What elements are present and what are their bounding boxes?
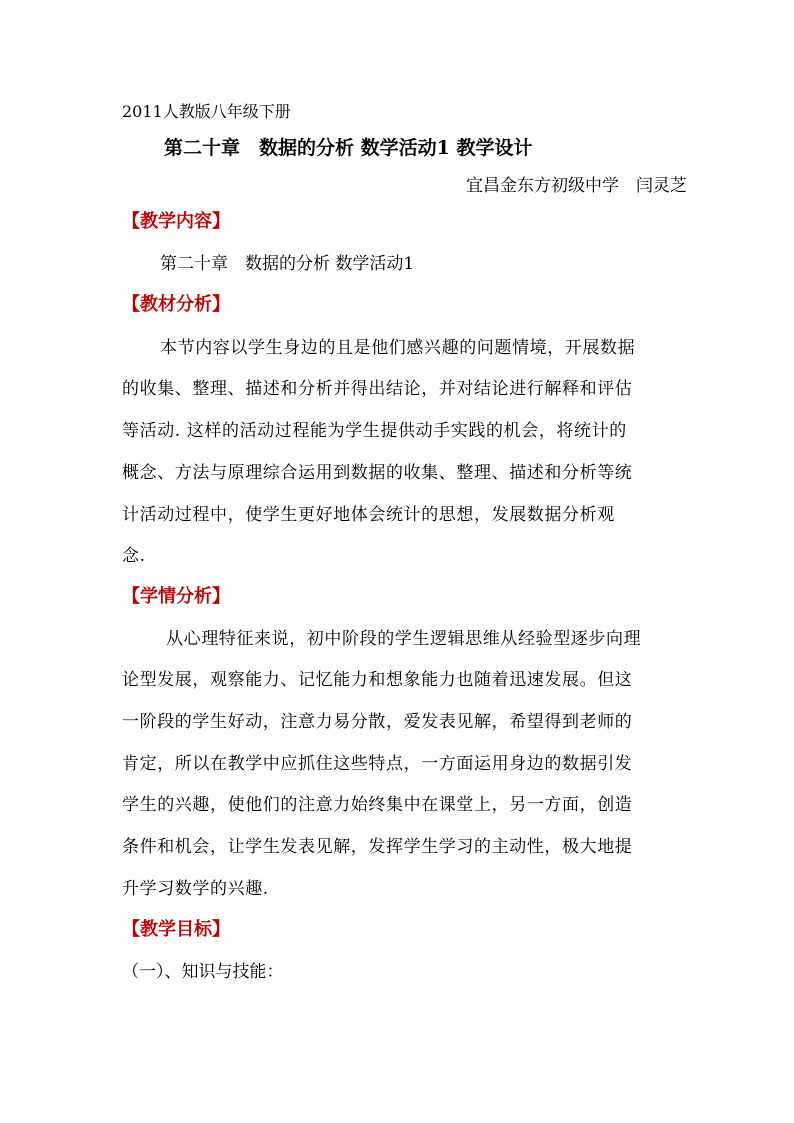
document-title: 第二十章 数据的分析 数学活动1 教学设计 [164,137,533,159]
section-heading-goals: 【教学目标】 [122,919,230,940]
material-line: 计活动过程中，使学生更好地体会统计的思想，发展数据分析观 [122,505,615,525]
students-line: 肯定，所以在教学中应抓住这些特点，一方面运用身边的数据引发 [122,754,633,774]
material-line: 等活动. 这样的活动过程能为学生提供动手实践的机会，将统计的 [122,421,627,441]
students-line: 论型发展，观察能力、记忆能力和想象能力也随着迅速发展。但这 [122,670,633,690]
edition-label: 2011人教版八年级下册 [122,102,291,121]
goals-subheading: （一）、知识与技能： [122,962,284,982]
material-line: 的收集、整理、描述和分析并得出结论，并对结论进行解释和评估 [122,379,633,399]
material-line: 本节内容以学生身边的且是他们感兴趣的问题情境，开展数据 [160,338,636,358]
section-heading-material: 【教材分析】 [122,294,230,315]
students-line: 学生的兴趣，使他们的注意力始终集中在课堂上，另一方面，创造 [122,795,633,815]
section-heading-content: 【教学内容】 [122,211,230,232]
students-line: 升学习数学的兴趣. [122,879,269,899]
material-line: 概念、方法与原理综合运用到数据的收集、整理、描述和分析等统 [122,463,633,483]
students-line: 从心理特征来说，初中阶段的学生逻辑思维从经验型逐步向理 [166,629,642,649]
students-line: 一阶段的学生好动，注意力易分散，爱发表见解，希望得到老师的 [122,712,633,732]
content-text: 第二十章 数据的分析 数学活动1 [160,254,415,274]
students-line: 条件和机会，让学生发表见解，发挥学生学习的主动性，极大地提 [122,837,633,857]
section-heading-students: 【学情分析】 [122,586,230,607]
material-line: 念. [122,546,146,566]
author-line: 宜昌金东方初级中学 闫灵芝 [466,176,687,196]
